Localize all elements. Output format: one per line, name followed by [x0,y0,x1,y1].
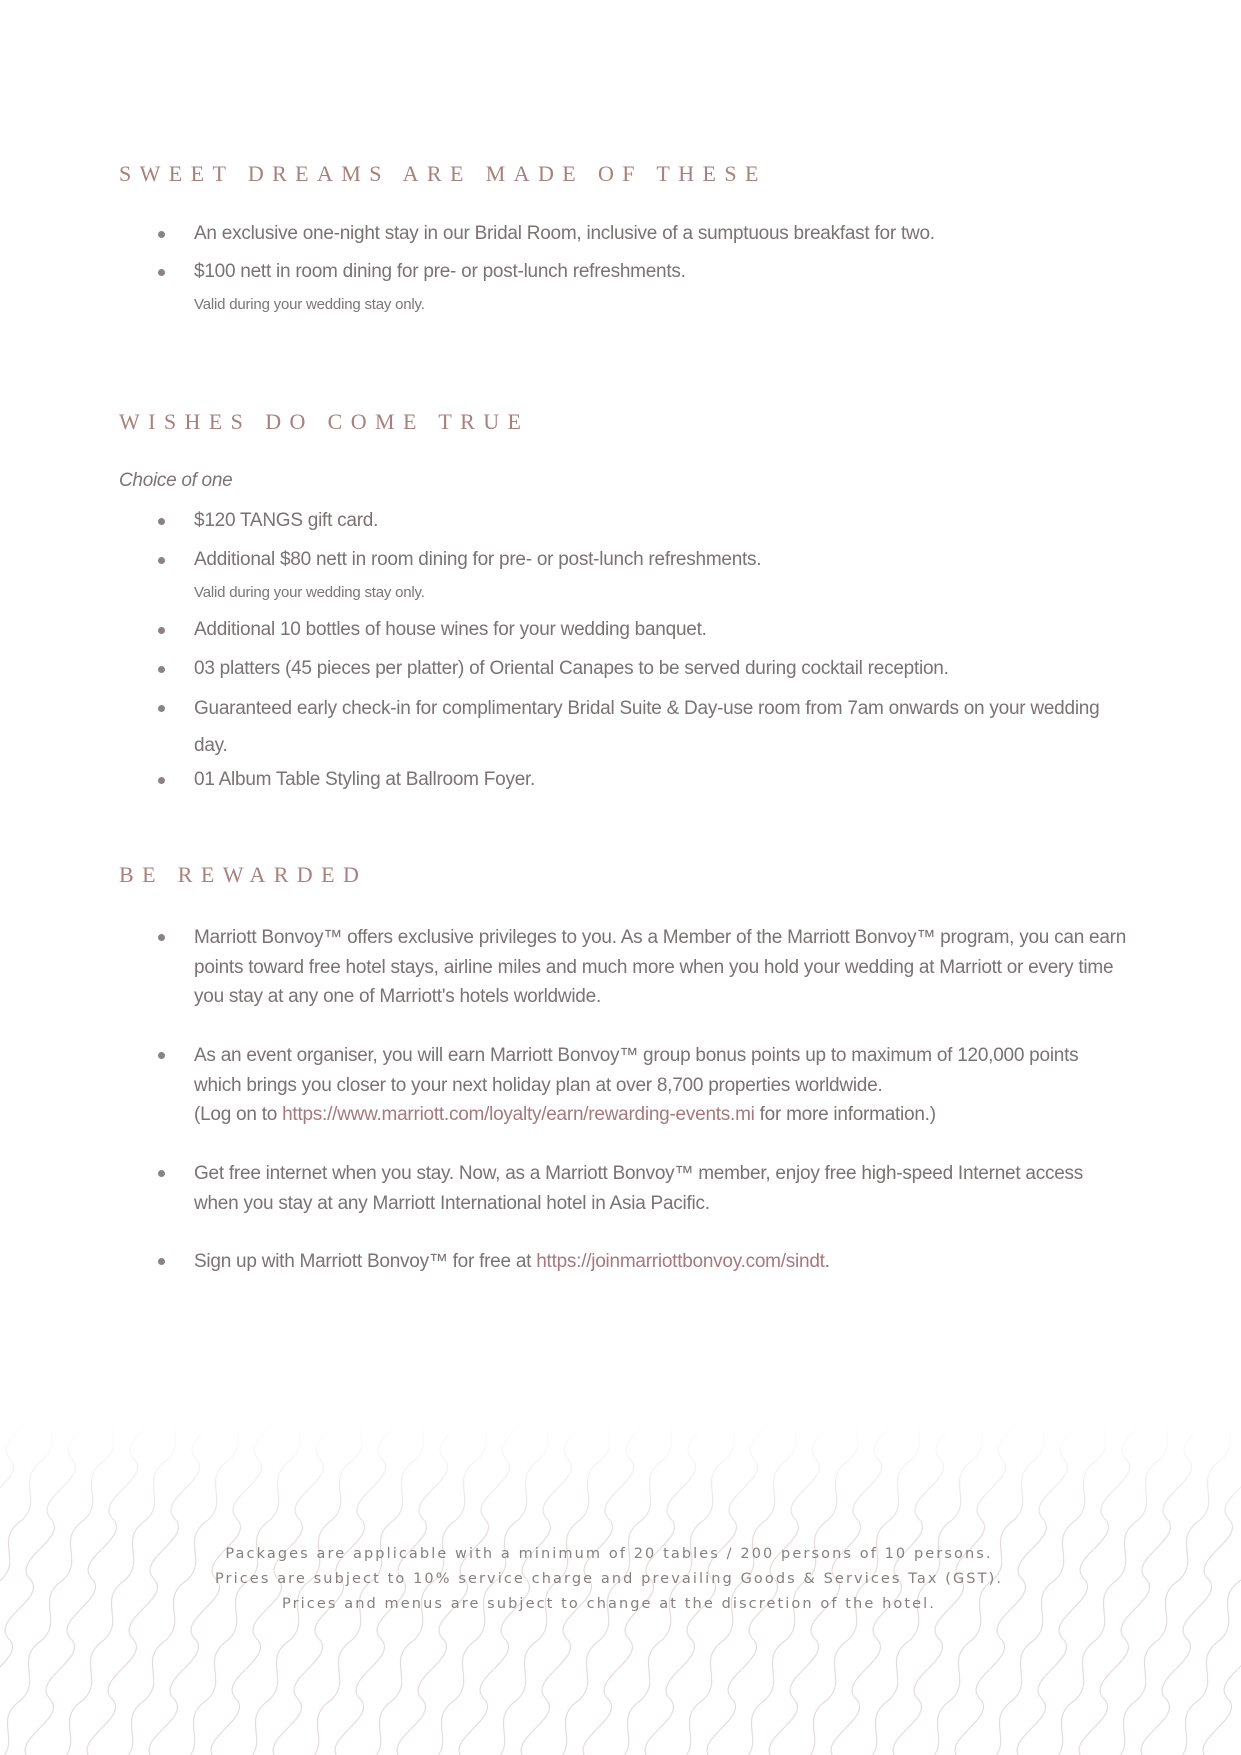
bullet-icon [158,557,165,564]
join-bonvoy-link[interactable]: https://joinmarriottbonvoy.com/sindt [536,1251,825,1272]
list-item-note: Valid during your wedding stay only. [194,584,425,601]
list-item [0,260,1241,317]
list-item [0,222,1241,260]
more-info-text: for more information.) [754,1104,936,1125]
list-item-text: Get free internet when you stay. Now, as a Marriott Bonvoy™ member, enjoy free high-speed Internet access when you stay at any Marriott International hotel in Asia Pacific. [194,1163,1084,1214]
list-item-note: Valid during your wedding stay only. [194,296,425,313]
bullet-icon [158,1052,165,1059]
list-item-text: Additional $80 nett in room dining for pre- or post-lunch refreshments. [194,549,762,570]
list-item [0,768,1241,792]
bullet-icon [158,1258,165,1265]
bullet-icon [158,705,165,712]
list-item [0,618,1241,657]
section-heading-wishes: WISHES DO COME TRUE [119,409,530,434]
section-heading-sweet-dreams: SWEET DREAMS ARE MADE OF THESE [119,161,767,186]
list-item-text: Marriott Bonvoy™ offers exclusive privileges to you. As a Member of the Marriott Bonvoy™ program, you can earn points toward free hotel stays, airline miles and much more when you hold your wedding at Marriott or every time you stay at any one of Marriott's hotels worldwide. [194,927,1127,1007]
list-item-text: 01 Album Table Styling at Ballroom Foyer. [194,769,536,790]
list-item-text: As an event organiser, you will earn Marriott Bonvoy™ group bonus points up to maximum of 120,000 points which brings you closer to your next holiday plan at over 8,700 properties worldwide. [194,1045,1079,1096]
bullet-icon [158,518,165,525]
list-item [0,1159,1129,1247]
footer-line-minimum: Packages are applicable with a minimum of 20 tables / 200 persons of 10 persons. [225,1546,993,1562]
period-text: . [824,1251,830,1272]
sign-up-text: Sign up with Marriott Bonvoy™ for free at [194,1251,537,1272]
list-item [0,548,1241,618]
bullet-icon [158,666,165,673]
list-item-text: Guaranteed early check-in for complimentary Bridal Suite & Day-use room from 7am onwards on your wedding day. [194,698,1100,756]
wishes-list [0,509,1241,792]
sweet-dreams-list [0,222,1241,317]
choice-subtitle: Choice of one [119,470,233,491]
list-item [0,923,1129,1041]
bullet-icon [158,1170,165,1177]
rewarding-events-link[interactable]: https://www.marriott.com/loyalty/earn/rewarding-events.mi [282,1104,755,1125]
list-item [0,509,1241,548]
list-item-text: $120 TANGS gift card. [194,510,379,531]
footer-line-service-charge: Prices are subject to 10% service charge and prevailing Goods & Services Tax (GST). [214,1571,1004,1587]
list-item-text: $100 nett in room dining for pre- or post-lunch refreshments. [194,261,686,282]
list-item [0,1041,1129,1159]
footer-line-discretion: Prices and menus are subject to change at the discretion of the hotel. [282,1596,936,1612]
list-item-text: 03 platters (45 pieces per platter) of Oriental Canapes to be served during cocktail reception. [194,658,949,679]
list-item [0,690,1114,766]
bullet-icon [158,777,165,784]
bullet-icon [158,269,165,276]
list-item [0,1247,1129,1277]
rewarded-list [0,923,1241,1277]
section-heading-be-rewarded: BE REWARDED [119,862,368,887]
bullet-icon [158,627,165,634]
log-on-text: (Log on to [194,1104,283,1125]
list-item-text: Additional 10 bottles of house wines for your wedding banquet. [194,619,707,640]
bullet-icon [158,231,165,238]
bullet-icon [158,934,165,941]
list-item-text: An exclusive one-night stay in our Bridal Room, inclusive of a sumptuous breakfast for two. [194,223,935,244]
terms-footer [0,1542,1218,1617]
